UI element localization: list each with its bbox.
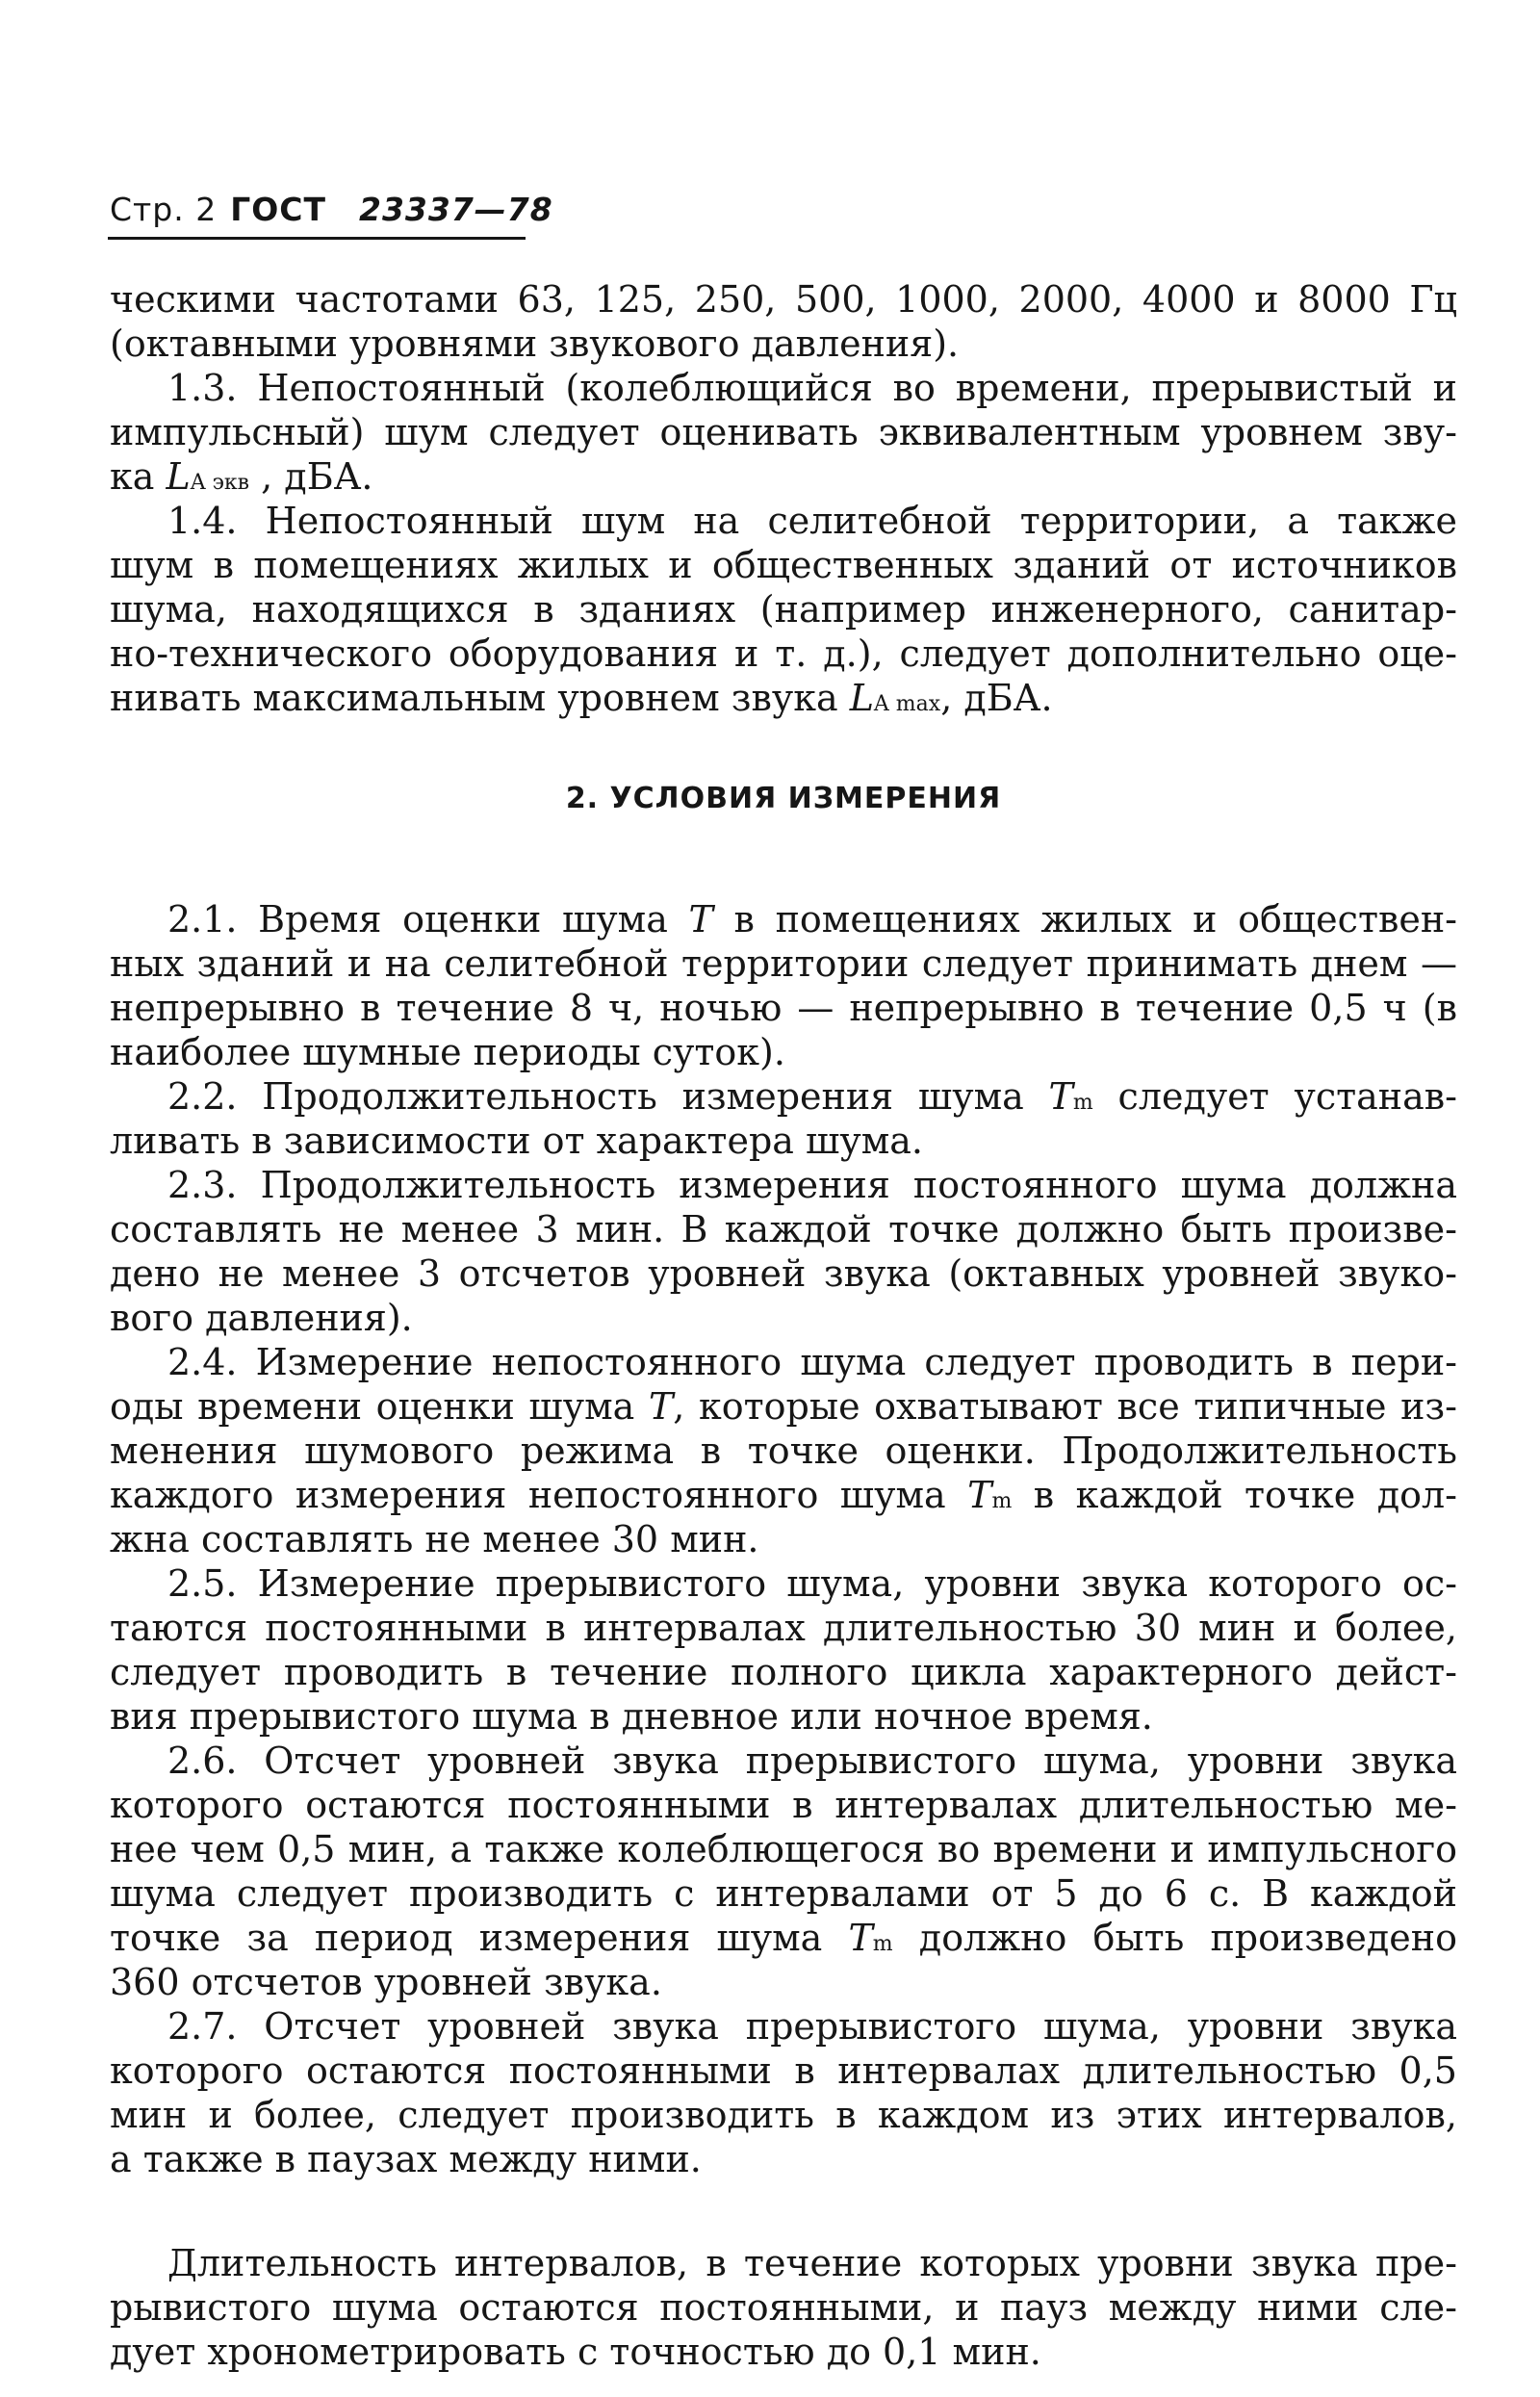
text-line: (октавными уровнями звукового давления). — [110, 322, 960, 365]
text-line: импульсный) шум следует оценивать эквивалентным уровнем зву- — [110, 411, 1457, 453]
text-fragment: , которые охватывают все типичные из- — [673, 1385, 1457, 1428]
text-line: которого остаются постоянными в интервалах длительностью ме- — [110, 1784, 1457, 1826]
paragraph-2-6-line: 2.6. Отсчет уровней звука прерывистого шума, уровни звука — [167, 1740, 1457, 1782]
text-line: таются постоянными в интервалах длительностью 30 мин и более, — [110, 1607, 1457, 1649]
running-header — [110, 189, 553, 231]
text-line: жна составлять не менее 30 мин. — [110, 1518, 759, 1560]
paragraph-2-3-line: 2.3. Продолжительность измерения постоянного шума должна — [167, 1164, 1457, 1206]
text-line-with-formula — [110, 454, 1457, 499]
formula-symbol: T — [967, 1474, 992, 1516]
text-line: шума следует производить с интервалами от 5 до 6 с. В каждой — [110, 1872, 1457, 1915]
standard-label: ГОСТ — [230, 191, 326, 228]
text-line: вия прерывистого шума в дневное или ночное время. — [110, 1695, 1153, 1738]
text-line: рывистого шума остаются постоянными, и пауз между ними сле- — [110, 2286, 1457, 2329]
formula-symbol: L — [166, 455, 191, 498]
text-fragment: нивать максимальным уровнем звука — [110, 677, 850, 719]
text-fragment: каждого измерения непостоянного шума — [110, 1474, 968, 1516]
text-line: нее чем 0,5 мин, а также колеблющегося во времени и импульсного — [110, 1828, 1457, 1870]
paragraph-gap — [110, 2181, 1457, 2241]
text-line: шум в помещениях жилых и общественных зданий от источников — [110, 544, 1457, 586]
formula-subscript: A экв — [190, 471, 250, 495]
formula-symbol: T — [648, 1385, 674, 1428]
paragraph-1-3-line: 1.3. Непостоянный (колеблющийся во времени, прерывистый и — [167, 367, 1457, 409]
text-line: мин и более, следует производить в каждом из этих интервалов, — [110, 2094, 1457, 2136]
header-rule — [108, 237, 526, 240]
text-line: а также в паузах между ними. — [110, 2138, 702, 2180]
text-line: ливать в зависимости от характера шума. — [110, 1120, 923, 1162]
text-fragment: точке за период измерения шума — [110, 1917, 849, 1959]
formula-subscript: m — [872, 1932, 893, 1956]
text-line: следует проводить в течение полного цикла характерного дейст- — [110, 1651, 1457, 1693]
text-line: вого давления). — [110, 1297, 413, 1339]
paragraph-2-1-line — [110, 897, 1457, 941]
text-line: дено не менее 3 отсчетов уровней звука (октавных уровней звуко- — [110, 1252, 1457, 1295]
text-line-with-formula — [110, 1473, 1457, 1517]
text-fragment: ка — [110, 455, 167, 498]
text-line: дует хронометрировать с точностью до 0,1 мин. — [110, 2331, 1041, 2373]
formula-symbol: T — [688, 898, 713, 941]
paragraph-2-7-line: 2.7. Отсчет уровней звука прерывистого шума, уровни звука — [167, 2005, 1457, 2048]
text-line-with-formula — [110, 676, 1457, 720]
formula-subscript: m — [991, 1489, 1013, 1513]
page-number-label: Стр. 2 — [110, 191, 218, 228]
section-spacer — [110, 836, 1457, 897]
text-line: составлять не менее 3 мин. В каждой точке должно быть произве- — [110, 1208, 1457, 1250]
text-line: 360 отсчетов уровней звука. — [110, 1961, 662, 2003]
formula-symbol: T — [848, 1917, 873, 1959]
text-fragment: должно быть произведено — [892, 1917, 1457, 1959]
section-heading: 2. УСЛОВИЯ ИЗМЕРЕНИЯ — [565, 782, 1002, 815]
text-fragment: в помещениях жилых и обществен- — [712, 898, 1458, 941]
formula-subscript: A max — [873, 692, 941, 716]
text-fragment: 2.2. Продолжительность измерения шума — [167, 1075, 1049, 1118]
text-line: наиболее шумные периоды суток). — [110, 1031, 785, 1073]
standard-number: 23337—78 — [359, 191, 553, 228]
formula-subscript: m — [1072, 1091, 1093, 1115]
formula-symbol: T — [1048, 1075, 1073, 1118]
text-line: менения шумового режима в точке оценки. Продолжительность — [110, 1430, 1457, 1472]
text-line: но-технического оборудования и т. д.), следует дополнительно оце- — [110, 632, 1457, 675]
paragraph-2-2-line — [110, 1074, 1457, 1119]
text-fragment: 2.1. Время оценки шума — [167, 898, 689, 941]
text-line: шума, находящихся в зданиях (например инженерного, санитар- — [110, 588, 1457, 631]
paragraph-1-4-line: 1.4. Непостоянный шум на селитебной территории, а также — [167, 500, 1457, 542]
text-fragment: в каждой точке дол- — [1012, 1474, 1457, 1516]
closing-paragraph-line: Длительность интервалов, в течение которых уровни звука пре- — [167, 2242, 1457, 2284]
text-line: ческими частотами 63, 125, 250, 500, 1000, 2000, 4000 и 8000 Гц — [110, 278, 1457, 321]
text-line: непрерывно в течение 8 ч, ночью — непрерывно в течение 0,5 ч (в — [110, 987, 1457, 1029]
text-fragment: оды времени оценки шума — [110, 1385, 649, 1428]
paragraph-2-5-line: 2.5. Измерение прерывистого шума, уровни звука которого ос- — [167, 1562, 1457, 1605]
text-line: ных зданий и на селитебной территории следует принимать днем — — [110, 942, 1457, 985]
body-text — [110, 277, 1457, 2374]
text-line-with-formula — [110, 1384, 1457, 1429]
text-line: которого остаются постоянными в интервалах длительностью 0,5 — [110, 2049, 1457, 2092]
text-fragment: , дБА. — [249, 455, 373, 498]
text-fragment: следует устанав- — [1092, 1075, 1457, 1118]
formula-symbol: L — [849, 677, 874, 719]
paragraph-2-4-line: 2.4. Измерение непостоянного шума следует проводить в пери- — [167, 1341, 1457, 1383]
text-fragment: , дБА. — [940, 677, 1053, 719]
text-line-with-formula — [110, 1916, 1457, 1960]
